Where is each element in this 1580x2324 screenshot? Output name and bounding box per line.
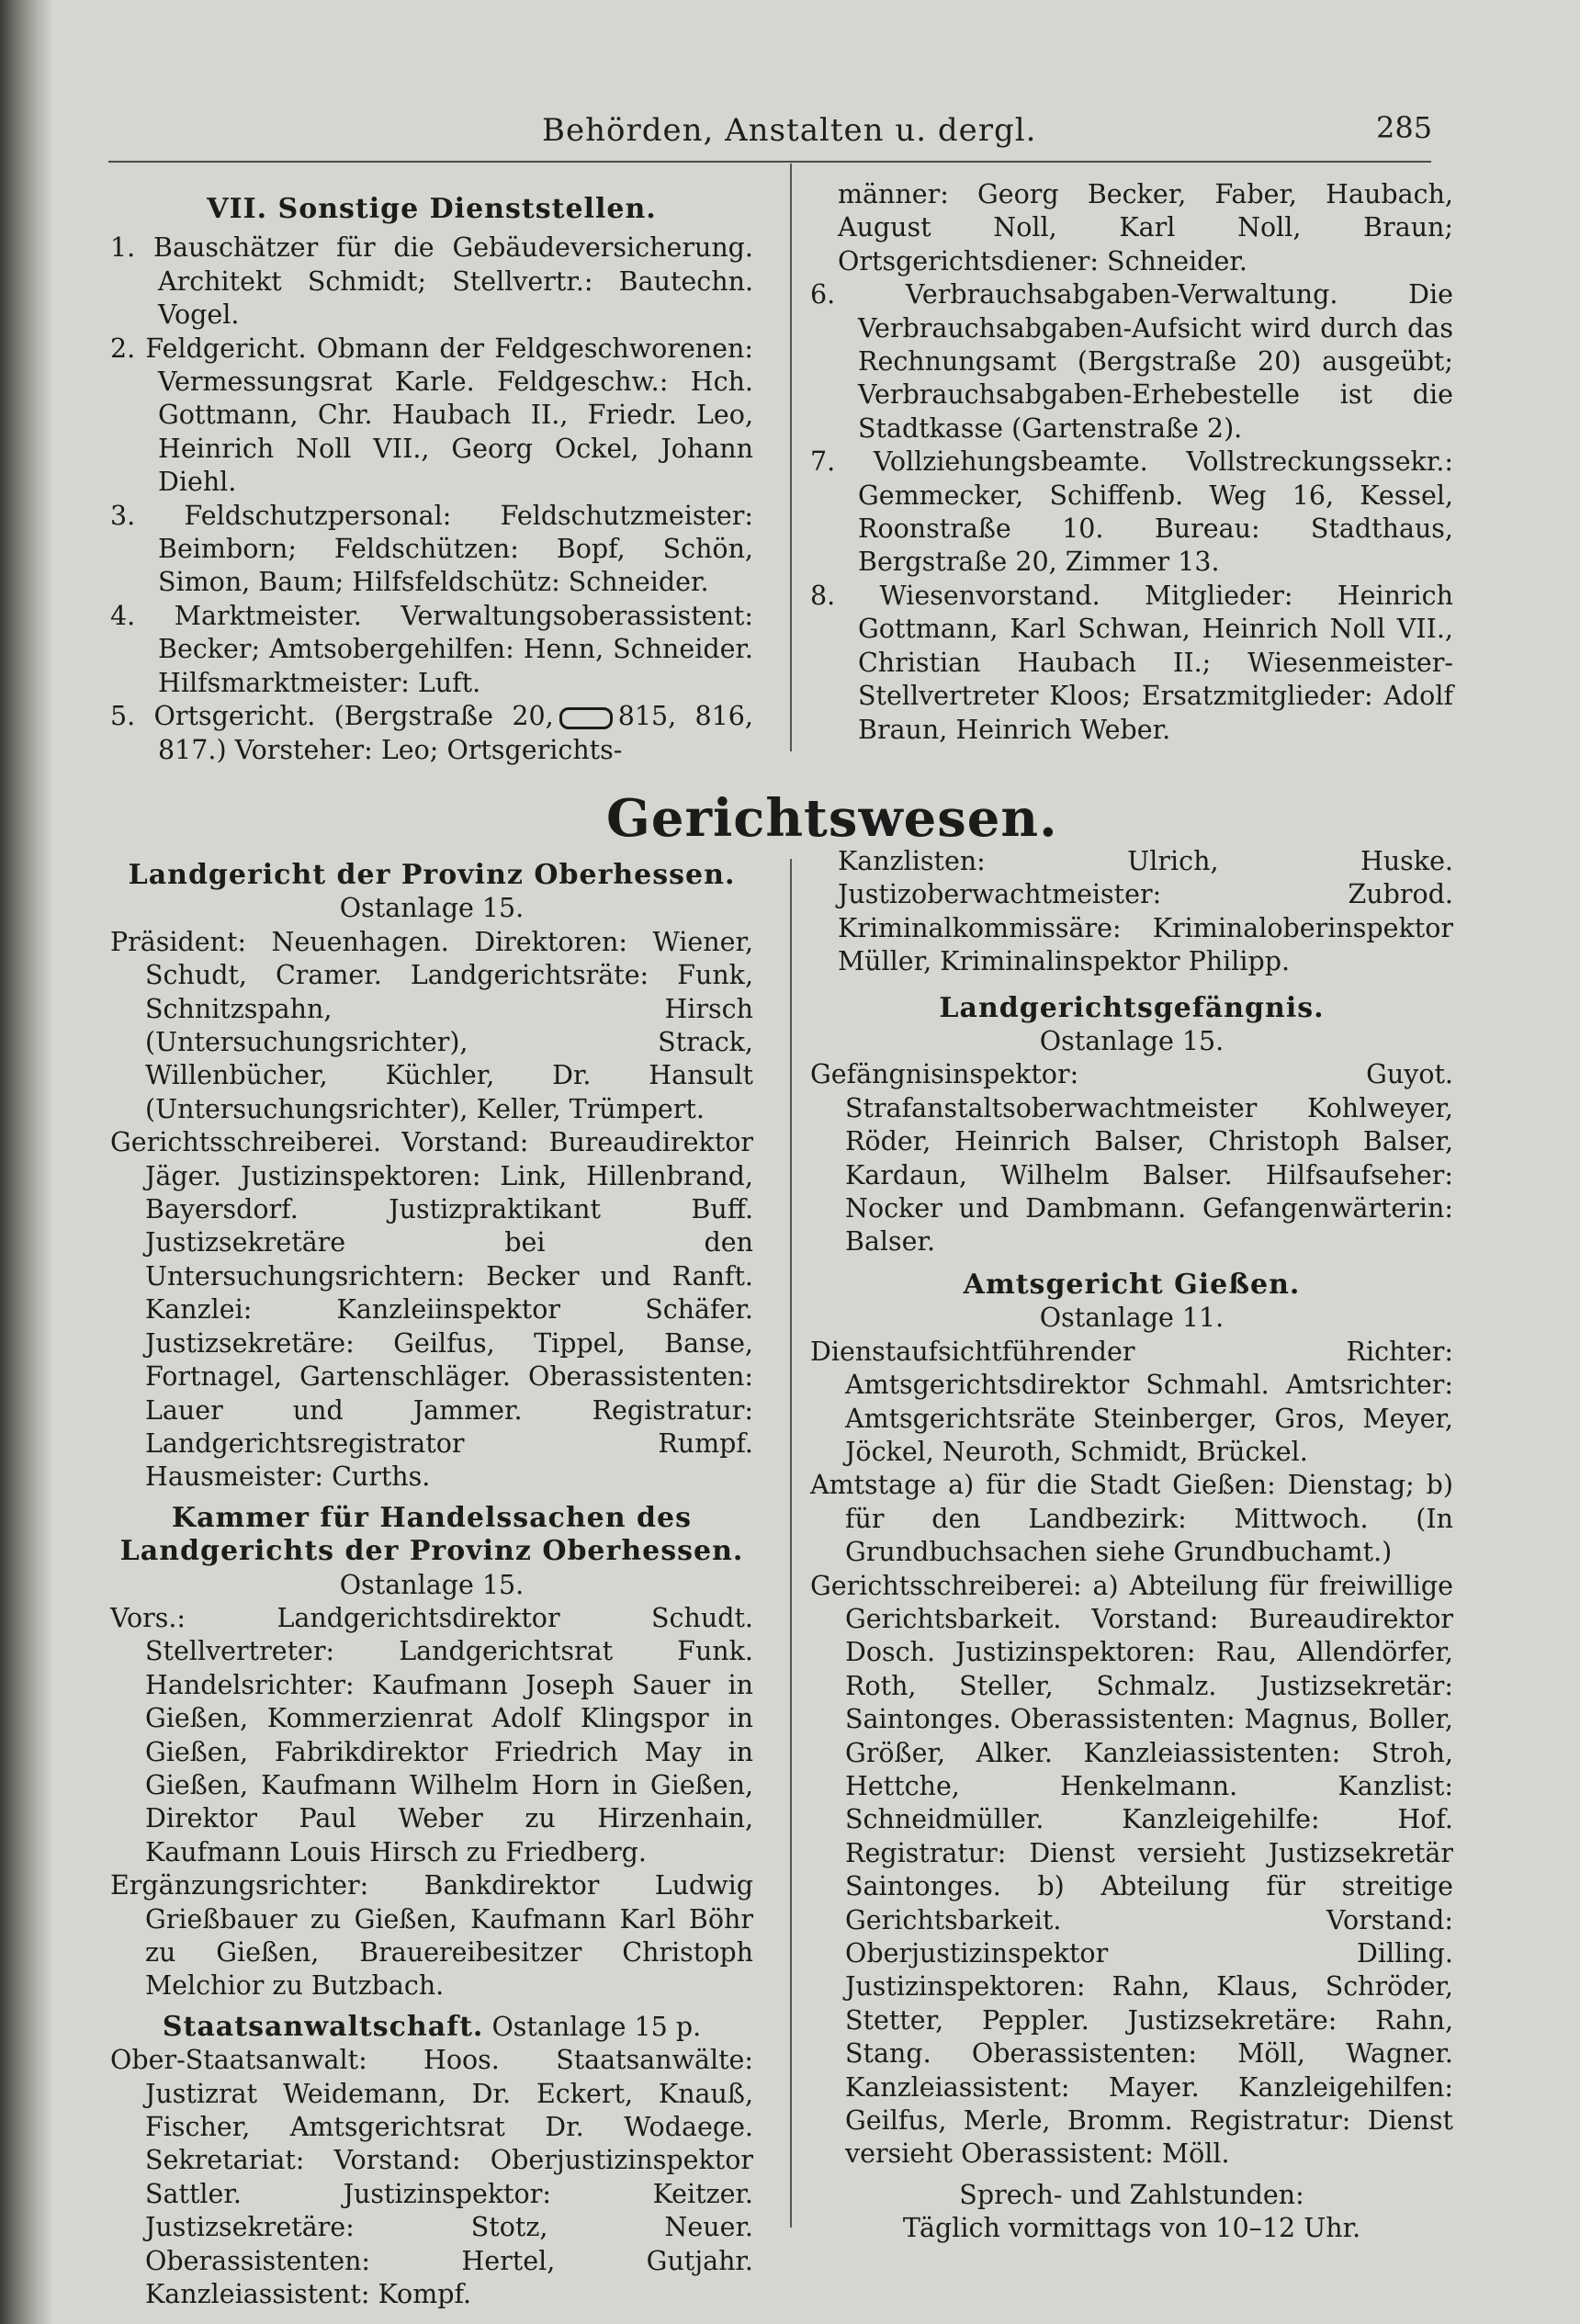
left-top-column <box>110 193 753 767</box>
entry-5 <box>110 700 753 767</box>
heading-gefaengnis: Landgerichtsgefängnis. <box>939 991 1325 1024</box>
heading-staatsanwaltschaft: Staatsanwaltschaft. <box>162 2010 484 2043</box>
gefaengnis-personnel: Gefängnisinspektor: Guyot. Strafanstaltsoberwachtmeister Kohlweyer, Röder, Heinrich Balser, Christoph Balser, Kardaun, Wilhelm Balser. Hilfsaufseher: Nocker und Dambmann. Gefangenwärterin: Balser. <box>810 1059 1453 1258</box>
book-gutter-shadow <box>0 0 53 2324</box>
landgericht-address: Ostanlage 15. <box>339 893 525 924</box>
kammer-address: Ostanlage 15. <box>339 1569 525 1600</box>
heading-kammer-1: Kammer für Handelssachen des <box>172 1501 692 1534</box>
staatsanwalt-personnel: Ober-Staatsanwalt: Hoos. Staatsanwälte: Justizrat Weidemann, Dr. Eckert, Knauß, Fischer, Amtsgerichtsrat Dr. Wodaege. Sekretariat: Vorstand: Oberjustizinspektor Sattler. Justizinspektor: Keitzer. Justizsekretäre: Stotz, Neuer. Oberassistenten: Hertel, Gutjahr. Kanzleiassistent: Kompf. <box>110 2045 753 2310</box>
left-bottom-column <box>110 859 753 2311</box>
staatsanwalt-heading-line <box>110 2011 753 2044</box>
right-bottom-column <box>810 845 1453 2246</box>
header-rule <box>108 161 1431 163</box>
heading-landgericht: Landgericht der Provinz Oberhessen. <box>128 859 736 891</box>
staatsanwalt-address: Ostanlage 15 p. <box>491 2011 702 2042</box>
kammer-ergaenzung: Ergänzungsrichter: Bankdirektor Ludwig Grießbauer zu Gießen, Kaufmann Karl Böhr zu Gießen, Brauereibesitzer Christoph Melchior zu Butzbach. <box>110 1870 753 2002</box>
amtsgericht-address: Ostanlage 11. <box>1039 1303 1224 1334</box>
heading-amtsgericht: Amtsgericht Gießen. <box>963 1268 1301 1301</box>
heading-kammer-2: Landgerichts der Provinz Oberhessen. <box>119 1535 744 1568</box>
entry-7: 7. Vollziehungsbeamte. Vollstreckungssekr.: Gemmecker, Schiffenb. Weg 16, Kessel, Roonstraße 10. Bureau: Stadthaus, Bergstraße 20, Zimmer 13. <box>810 446 1453 578</box>
running-header: Behörden, Anstalten u. dergl. <box>542 112 1037 149</box>
kammer-members: Vors.: Landgerichtsdirektor Schudt. Stellvertreter: Landgerichtsrat Funk. Handelsrichter: Kaufmann Joseph Sauer in Gießen, Kommerzienrat Adolf Klingspor in Gießen, Fabrikdirektor Friedrich May in Gießen, Kaufmann Wilhelm Horn in Gießen, Direktor Paul Weber zu Hirzenhain, Kaufmann Louis Hirsch zu Friedberg. <box>110 1602 753 1867</box>
page-number: 285 <box>1376 110 1433 145</box>
landgericht-schreiberei: Gerichtsschreiberei. Vorstand: Bureaudirektor Jäger. Justizinspektoren: Link, Hillenbrand, Bayersdorf. Justizpraktikant Buff. Justizsekretäre bei den Untersuchungsrichtern: Becker und Ranft. Kanzlei: Kanzleiinspektor Schäfer. Justizsekretäre: Geilfus, Tippel, Banse, Fortnagel, Gartenschläger. Oberassistenten: Lauer und Jammer. Registratur: Landgerichtsregistrator Rumpf. Hausmeister: Curths. <box>110 1127 753 1493</box>
entry-6: 6. Verbrauchsabgaben-Verwaltung. Die Verbrauchsabgaben-Aufsicht wird durch das Rechnungsamt (Bergstraße 20) ausgeübt; Verbrauchsabgaben-Erhebestelle ist die Stadtkasse (Gartenstraße 2). <box>810 279 1453 444</box>
entry-3: 3. Feldschutzpersonal: Feldschutzmeister: Beimborn; Feldschützen: Bopf, Schön, Simon, Baum; Hilfsfeldschütz: Schneider. <box>110 500 753 598</box>
entry-5-continuation: männer: Georg Becker, Faber, Haubach, August Noll, Karl Noll, Braun; Ortsgerichtsdiener: Schneider. <box>838 179 1453 276</box>
column-divider-bottom <box>790 859 792 2228</box>
main-title: Gerichtswesen. <box>606 788 1058 849</box>
entry-8: 8. Wiesenvorstand. Mitglieder: Heinrich Gottmann, Karl Schwan, Heinrich Noll VII., Christian Haubach II.; Wiesenmeister-Stellvertreter Kloos; Ersatzmitglieder: Adolf Braun, Heinrich Weber. <box>810 580 1453 745</box>
column-divider-top <box>790 164 792 751</box>
entry-5-part-a: 5. Ortsgericht. (Bergstraße 20, <box>110 701 554 732</box>
hours-text: Täglich vormittags von 10–12 Uhr. <box>902 2213 1361 2244</box>
gefaengnis-address: Ostanlage 15. <box>1039 1026 1224 1057</box>
hours-heading: Sprech- und Zahlstunden: <box>959 2179 1304 2210</box>
amtsgericht-richter: Dienstaufsichtführender Richter: Amtsgerichtsdirektor Schmahl. Amtsrichter: Amtsgerichtsräte Steinberger, Gros, Meyer, Jöckel, Neuroth, Schmidt, Brückel. <box>810 1336 1453 1467</box>
right-top-column <box>810 178 1453 747</box>
entry-1: 1. Bauschätzer für die Gebäudeversicherung. Architekt Schmidt; Stellvertr.: Bautechn. Vogel. <box>110 232 753 331</box>
telephone-icon <box>559 707 613 729</box>
landgericht-continuation: Kanzlisten: Ulrich, Huske. Justizoberwachtmeister: Zubrod. Kriminalkommissäre: Kriminaloberinspektor Müller, Kriminalinspektor Philipp. <box>838 846 1453 977</box>
entry-5-part-b: 815, 816, 817.) Vorsteher: Leo; Ortsgerichts- <box>158 701 753 765</box>
section-heading-sonstige: VII. Sonstige Dienststellen. <box>207 193 657 225</box>
landgericht-personnel: Präsident: Neuenhagen. Direktoren: Wiener, Schudt, Cramer. Landgerichtsräte: Funk, Schnitzspahn, Hirsch (Untersuchungsrichter), Strack, Willenbücher, Küchler, Dr. Hansult (Untersuchungsrichter), Keller, Trümpert. <box>110 926 753 1124</box>
entry-2: 2. Feldgericht. Obmann der Feldgeschworenen: Vermessungsrat Karle. Feldgeschw.: Hch. Gottmann, Chr. Haubach II., Friedr. Leo, Heinrich Noll VII., Georg Ockel, Johann Diehl. <box>110 333 753 498</box>
entry-4: 4. Marktmeister. Verwaltungsoberassistent: Becker; Amtsobergehilfen: Henn, Schneider. Hilfsmarktmeister: Luft. <box>110 600 753 698</box>
amtsgericht-amtstage: Amtstage a) für die Stadt Gießen: Dienstag; b) für den Landbezirk: Mittwoch. (In Grundbuchsachen siehe Grundbuchamt.) <box>810 1470 1453 1568</box>
amtsgericht-schreiberei: Gerichtsschreiberei: a) Abteilung für freiwillige Gerichtsbarkeit. Vorstand: Bureaudirektor Dosch. Justizinspektoren: Rau, Allendörfer, Roth, Steller, Schmalz. Justizsekretär: Saintonges. Oberassistenten: Magnus, Boller, Größer, Alker. Kanzleiassistenten: Stroh, Hettche, Henkelmann. Kanzlist: Schneidmüller. Kanzleigehilfe: Hof. Registratur: Dienst versieht Justizsekretär Saintonges. b) Abteilung für streitige Gerichtsbarkeit. Vorstand: Oberjustizinspektor Dilling. Justizinspektoren: Rahn, Klaus, Schröder, Stetter, Peppler. Justizsekretäre: Rahn, Stang. Oberassistenten: Möll, Wagner. Kanzleiassistent: Mayer. Kanzleigehilfen: Geilfus, Merle, Bromm. Registratur: Dienst versieht Oberassistent: Möll. <box>810 1570 1453 2170</box>
